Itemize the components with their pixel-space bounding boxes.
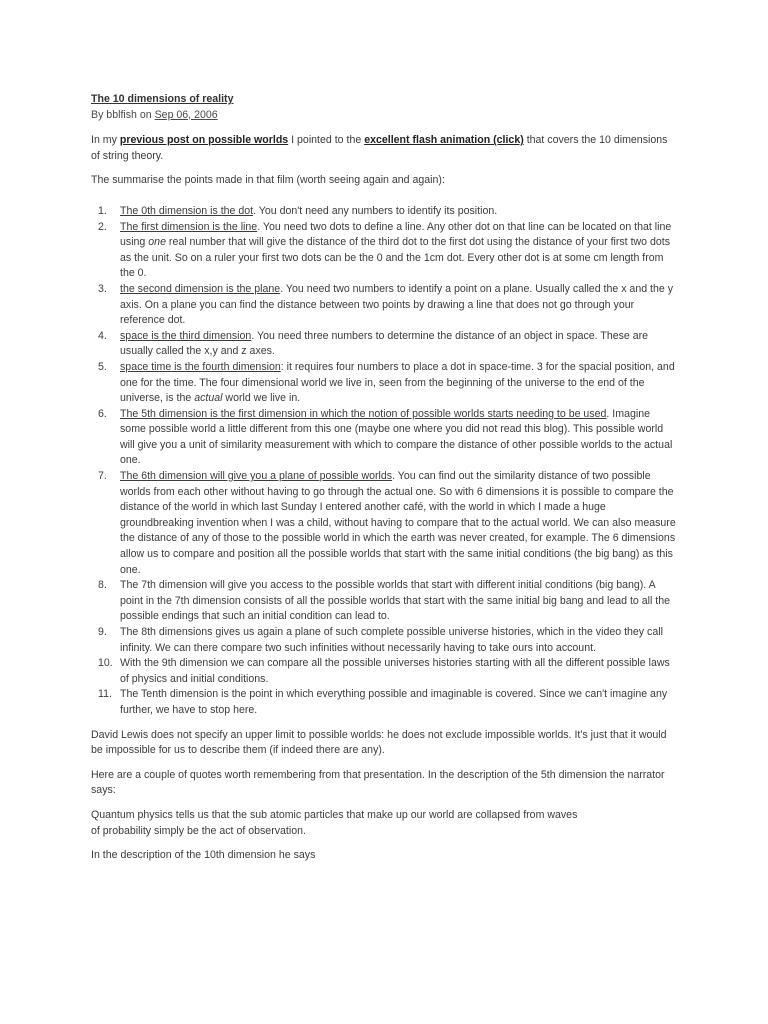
list-item: [91, 656, 676, 687]
item-text: real number that will give the distance of the third dot to the first dot using the distance of your first two dots as the unit. So on a ruler your first two dots can be the 0 and the 1cm dot. Every other dot is at some cm length from the 0.: [120, 236, 671, 280]
item-number: 8.: [98, 579, 107, 592]
item-emphasis: one: [148, 236, 166, 249]
quote-line: Quantum physics tells us that the sub atomic particles that make up our world are collapsed from waves: [91, 808, 578, 821]
list-item: [91, 282, 676, 329]
item-number: 9.: [98, 626, 107, 638]
intro-text-2: I pointed to the: [288, 134, 365, 147]
item-number: 3.: [98, 282, 107, 295]
intro-text-1: In my: [91, 134, 120, 147]
summary-intro: The summarise the points made in that film (worth seeing again and again):: [91, 174, 445, 187]
item-emphasis: actual: [194, 392, 223, 405]
list-item: [91, 687, 676, 718]
list-item: [91, 407, 676, 469]
intro-paragraph: [91, 133, 676, 164]
list-item: [91, 360, 676, 407]
list-item: [91, 625, 676, 656]
item-text: . You need three numbers to determine the distance of an object in space. These are usually called the x,y and z axes.: [120, 329, 649, 358]
item-text: The 8th dimensions gives us again a plane of such complete possible universe histories, which in the video they call infinity. We can there compare two such infinities without necessarily having to take ours into account.: [120, 626, 663, 654]
item-text: . You need two numbers to identify a point on a plane. Usually called the x and the y axis. On a plane you can find the distance between two points by drawing a line that does not go through your reference dot.: [120, 282, 674, 327]
item-text: . You can find out the similarity distance of two possible worlds from each other without having to go through the actual one. So with 6 dimensions it is possible to compare the distance of the world in which last Sunday I entered another café, with the world in which I made a huge groundbreaking invention when I was a child, without having to compare that to the actual world. We can also measure the distance of any of those to the possible world in which the earth was never created, for example. The 6 dimensions allow us to compare and position all the possible worlds that start with the same initial conditions (the big bang) as this one.: [120, 470, 676, 576]
item-lead: space time is the fourth dimension: [120, 360, 281, 373]
quote-line: of probability simply be the act of observation.: [91, 824, 306, 837]
flash-animation-link[interactable]: excellent flash animation (click): [364, 134, 524, 147]
item-number: 11.: [98, 688, 112, 701]
list-item: [91, 204, 676, 220]
item-number: 1.: [98, 204, 107, 217]
item-number: 2.: [98, 220, 107, 233]
item-lead: The 6th dimension will give you a plane of possible worlds: [120, 470, 393, 483]
item-text: With the 9th dimension we can compare all the possible universes histories starting with all the different possible laws of physics and initial conditions.: [120, 657, 670, 685]
item-text: . You don't need any numbers to identify its position.: [253, 204, 498, 217]
post-date-link[interactable]: Sep 06, 2006: [154, 108, 218, 121]
post-byline: [91, 108, 676, 124]
item-number: 6.: [98, 407, 107, 420]
item-text: world we live in.: [222, 392, 301, 405]
lewis-paragraph: David Lewis does not specify an upper limit to possible worlds: he does not exclude impossible worlds. It's just that it would be impossible for us to describe them (if indeed there are any).: [91, 728, 667, 757]
item-text: . You need two dots to define a line. Any other dot on that line can be located on that line using: [120, 220, 672, 249]
quotes-paragraph: Here are a couple of quotes worth remembering from that presentation. In the description of the 5th dimension the narrator says:: [91, 768, 665, 797]
item-number: 10.: [98, 657, 113, 670]
item-number: 4.: [98, 329, 107, 342]
post-title[interactable]: The 10 dimensions of reality: [91, 93, 234, 105]
list-item: [91, 578, 676, 625]
tenth-dimension-paragraph: In the description of the 10th dimension he says: [91, 849, 316, 862]
fifth-dimension-quote: [91, 808, 676, 839]
item-number: 5.: [98, 360, 107, 373]
item-text: The 7th dimension will give you access to the possible worlds that start with different initial conditions (big bang). A point in the 7th dimension consists of all the possible worlds that start with the same initial big bang and lead to all the possible endings that such an initial condition can lead to.: [120, 579, 671, 623]
list-item: [91, 329, 676, 360]
item-lead: space is the third dimension: [120, 329, 252, 342]
item-lead: the second dimension is the plane: [120, 282, 281, 295]
item-lead: The 0th dimension is the dot: [120, 204, 254, 217]
list-item: [91, 220, 676, 282]
dimensions-list: [91, 204, 676, 719]
byline-author: By bblfish on: [91, 108, 155, 121]
item-lead: The first dimension is the line: [120, 220, 258, 233]
intro-text-3: that covers the 10 dimensions of string theory.: [91, 134, 668, 162]
blog-post: [91, 92, 676, 873]
item-text: . Imagine some possible world a little different from this one (maybe one where you did not read this blog). This possible world will give you a unit of similarity measurement with which to compare the distance of other possible worlds to the actual one.: [120, 407, 673, 467]
list-item: [91, 469, 676, 578]
item-lead: The 5th dimension is the first dimension in which the notion of possible worlds starts needing to be used: [120, 407, 607, 420]
item-text: : it requires four numbers to place a dot in space-time. 3 for the spacial position, and one for the time. The four dimensional world we live in, seen from the beginning of the universe to the end of the universe, is the: [120, 360, 675, 405]
item-number: 7.: [98, 470, 107, 483]
item-text: The Tenth dimension is the point in which everything possible and imaginable is covered. Since we can't imagine any further, we have to stop here.: [120, 688, 668, 716]
previous-post-link[interactable]: previous post on possible worlds: [119, 134, 289, 147]
